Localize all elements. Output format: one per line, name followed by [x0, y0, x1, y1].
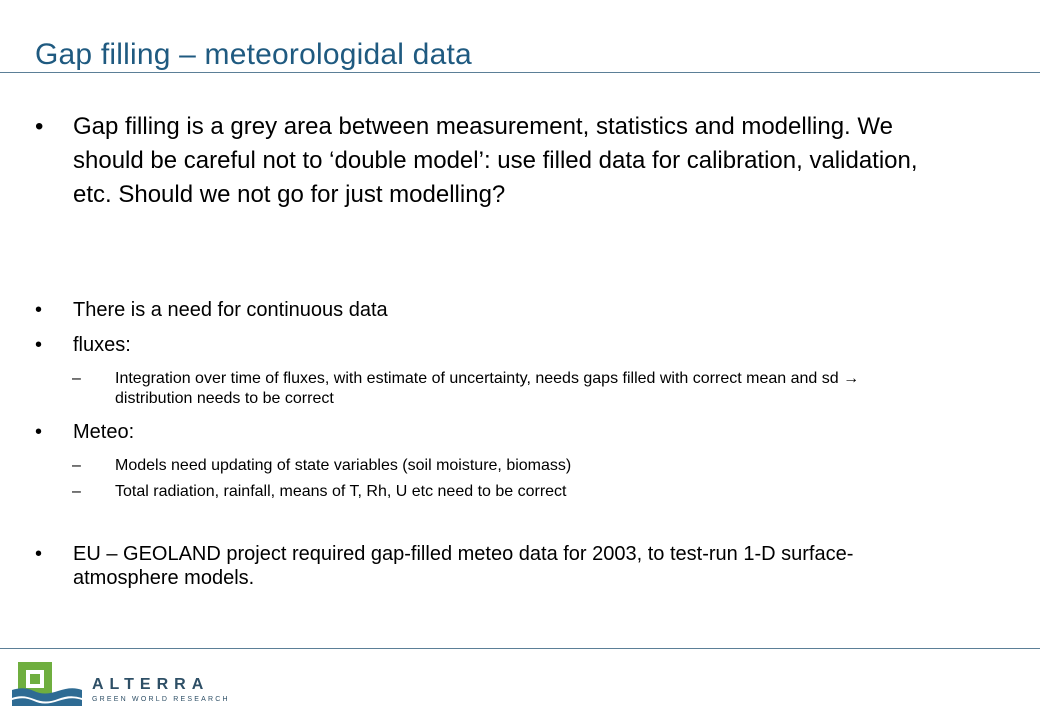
dash-marker: – [72, 483, 81, 500]
bullet-marker: • [35, 543, 43, 565]
title-divider [0, 72, 1040, 73]
bullet-marker: • [35, 299, 43, 321]
alterra-logo [12, 660, 232, 710]
bullet-text: There is a need for continuous data [73, 299, 388, 321]
dash-marker: – [72, 457, 81, 474]
sub-bullet-text: Integration over time of fluxes, with estimate of uncertainty, needs gaps filled with correct mean and sd → distribution needs to be correct [115, 370, 860, 407]
footer-divider [0, 648, 1040, 649]
arrow-right-icon: → [843, 370, 860, 387]
logo-tagline: GREEN WORLD RESEARCH [92, 696, 230, 703]
dash-marker: – [72, 370, 81, 387]
sub-bullet-fluxes-1 [72, 369, 932, 409]
bullet-fluxes [35, 333, 935, 357]
sub-bullet-meteo-1 [72, 456, 932, 476]
bullet-text: EU – GEOLAND project required gap-filled meteo data for 2003, to test-run 1-D surface-atmosphere models. [73, 543, 854, 589]
bullet-text: Meteo: [73, 421, 135, 443]
bullet-marker: • [35, 334, 43, 356]
sub-bullet-text: Models need updating of state variables (soil moisture, biomass) [115, 457, 572, 474]
bullet-marker: • [35, 421, 43, 443]
bullet-text: fluxes: [73, 334, 131, 356]
bullet-text: Gap filling is a grey area between measurement, statistics and modelling. We should be careful not to ‘double model’: use filled data for calibration, validation, etc. Should we not go for just modelling? [73, 113, 918, 208]
bullet-need [35, 298, 935, 322]
alterra-logo-icon [12, 660, 84, 706]
bullet-eu [35, 542, 925, 590]
logo-wordmark: ALTERRA [92, 676, 210, 693]
bullet-intro [35, 110, 935, 212]
bullet-meteo [35, 420, 935, 444]
bullet-marker: • [35, 113, 44, 140]
slide-title: Gap filling – meteorologidal data [35, 38, 472, 71]
sub-bullet-text: Total radiation, rainfall, means of T, Rh, U etc need to be correct [115, 483, 567, 500]
sub-bullet-meteo-2 [72, 482, 932, 502]
